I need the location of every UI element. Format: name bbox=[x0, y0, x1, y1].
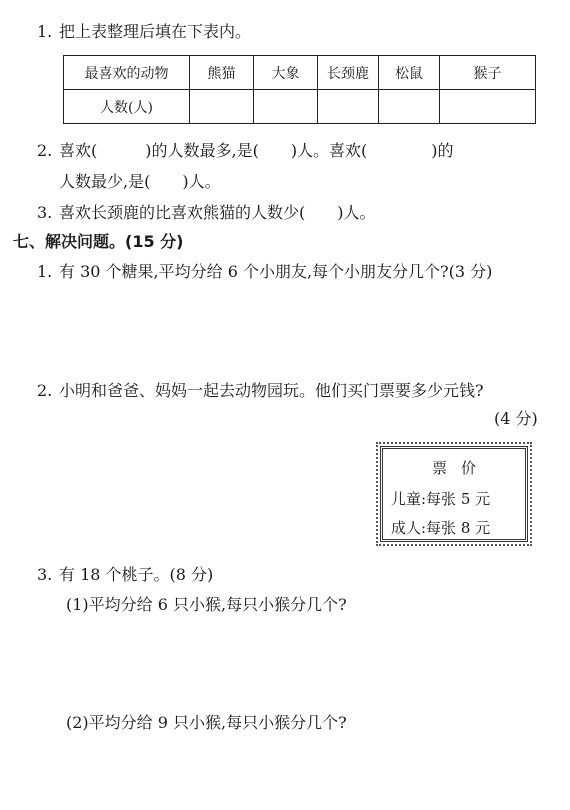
problem-2-score: (4 分) bbox=[494, 409, 538, 428]
table-header-row bbox=[64, 56, 536, 90]
table-header-cell: 大象 bbox=[254, 56, 318, 90]
question-2-line-1: 喜欢( )的人数最多,是( )人。喜欢( )的 bbox=[59, 141, 454, 160]
answer-cell[interactable] bbox=[190, 90, 254, 124]
answer-cell[interactable] bbox=[379, 90, 440, 124]
problem-2 bbox=[37, 381, 484, 401]
problem-3-number: 3. bbox=[37, 565, 53, 584]
animal-stat-table bbox=[63, 55, 536, 124]
problem-3-text: 有 18 个桃子。(8 分) bbox=[59, 565, 214, 584]
question-3-text: 喜欢长颈鹿的比喜欢熊猫的人数少( )人。 bbox=[59, 203, 376, 222]
question-3-number: 3. bbox=[37, 203, 53, 222]
ticket-price-card bbox=[380, 446, 528, 542]
answer-cell[interactable] bbox=[254, 90, 318, 124]
problem-1-text: 有 30 个糖果,平均分给 6 个小朋友,每个小朋友分几个?(3 分) bbox=[59, 262, 493, 281]
table-header-cell: 长颈鹿 bbox=[318, 56, 379, 90]
table-row-label: 人数(人) bbox=[64, 90, 190, 124]
question-2-number: 2. bbox=[37, 141, 53, 160]
question-2 bbox=[37, 141, 454, 161]
question-1 bbox=[37, 22, 251, 42]
table-header-cell: 猴子 bbox=[440, 56, 536, 90]
question-1-text: 把上表整理后填在下表内。 bbox=[59, 22, 252, 41]
problem-3-sub-2: (2)平均分给 9 只小猴,每只小猴分几个? bbox=[66, 713, 347, 732]
table-header-cell: 熊猫 bbox=[190, 56, 254, 90]
problem-1 bbox=[37, 262, 492, 282]
problem-1-number: 1. bbox=[37, 262, 53, 281]
problem-3 bbox=[37, 565, 213, 585]
ticket-price-adult: 成人:每张 8 元 bbox=[391, 519, 491, 537]
question-1-number: 1. bbox=[37, 22, 53, 41]
answer-cell[interactable] bbox=[440, 90, 536, 124]
answer-cell[interactable] bbox=[318, 90, 379, 124]
problem-3-sub-1: (1)平均分给 6 只小猴,每只小猴分几个? bbox=[66, 595, 347, 614]
question-3 bbox=[37, 203, 376, 223]
table-header-cell: 松鼠 bbox=[379, 56, 440, 90]
question-2-line-2: 人数最少,是( )人。 bbox=[59, 172, 221, 191]
section-7-title: 七、解决问题。(15 分) bbox=[13, 232, 184, 251]
table-header-cell: 最喜欢的动物 bbox=[64, 56, 190, 90]
problem-2-text: 小明和爸爸、妈妈一起去动物园玩。他们买门票要多少元钱? bbox=[59, 381, 484, 400]
ticket-price-child: 儿童:每张 5 元 bbox=[391, 490, 491, 508]
table-row bbox=[64, 90, 536, 124]
problem-2-number: 2. bbox=[37, 381, 53, 400]
ticket-price-title: 票价 bbox=[431, 459, 490, 477]
